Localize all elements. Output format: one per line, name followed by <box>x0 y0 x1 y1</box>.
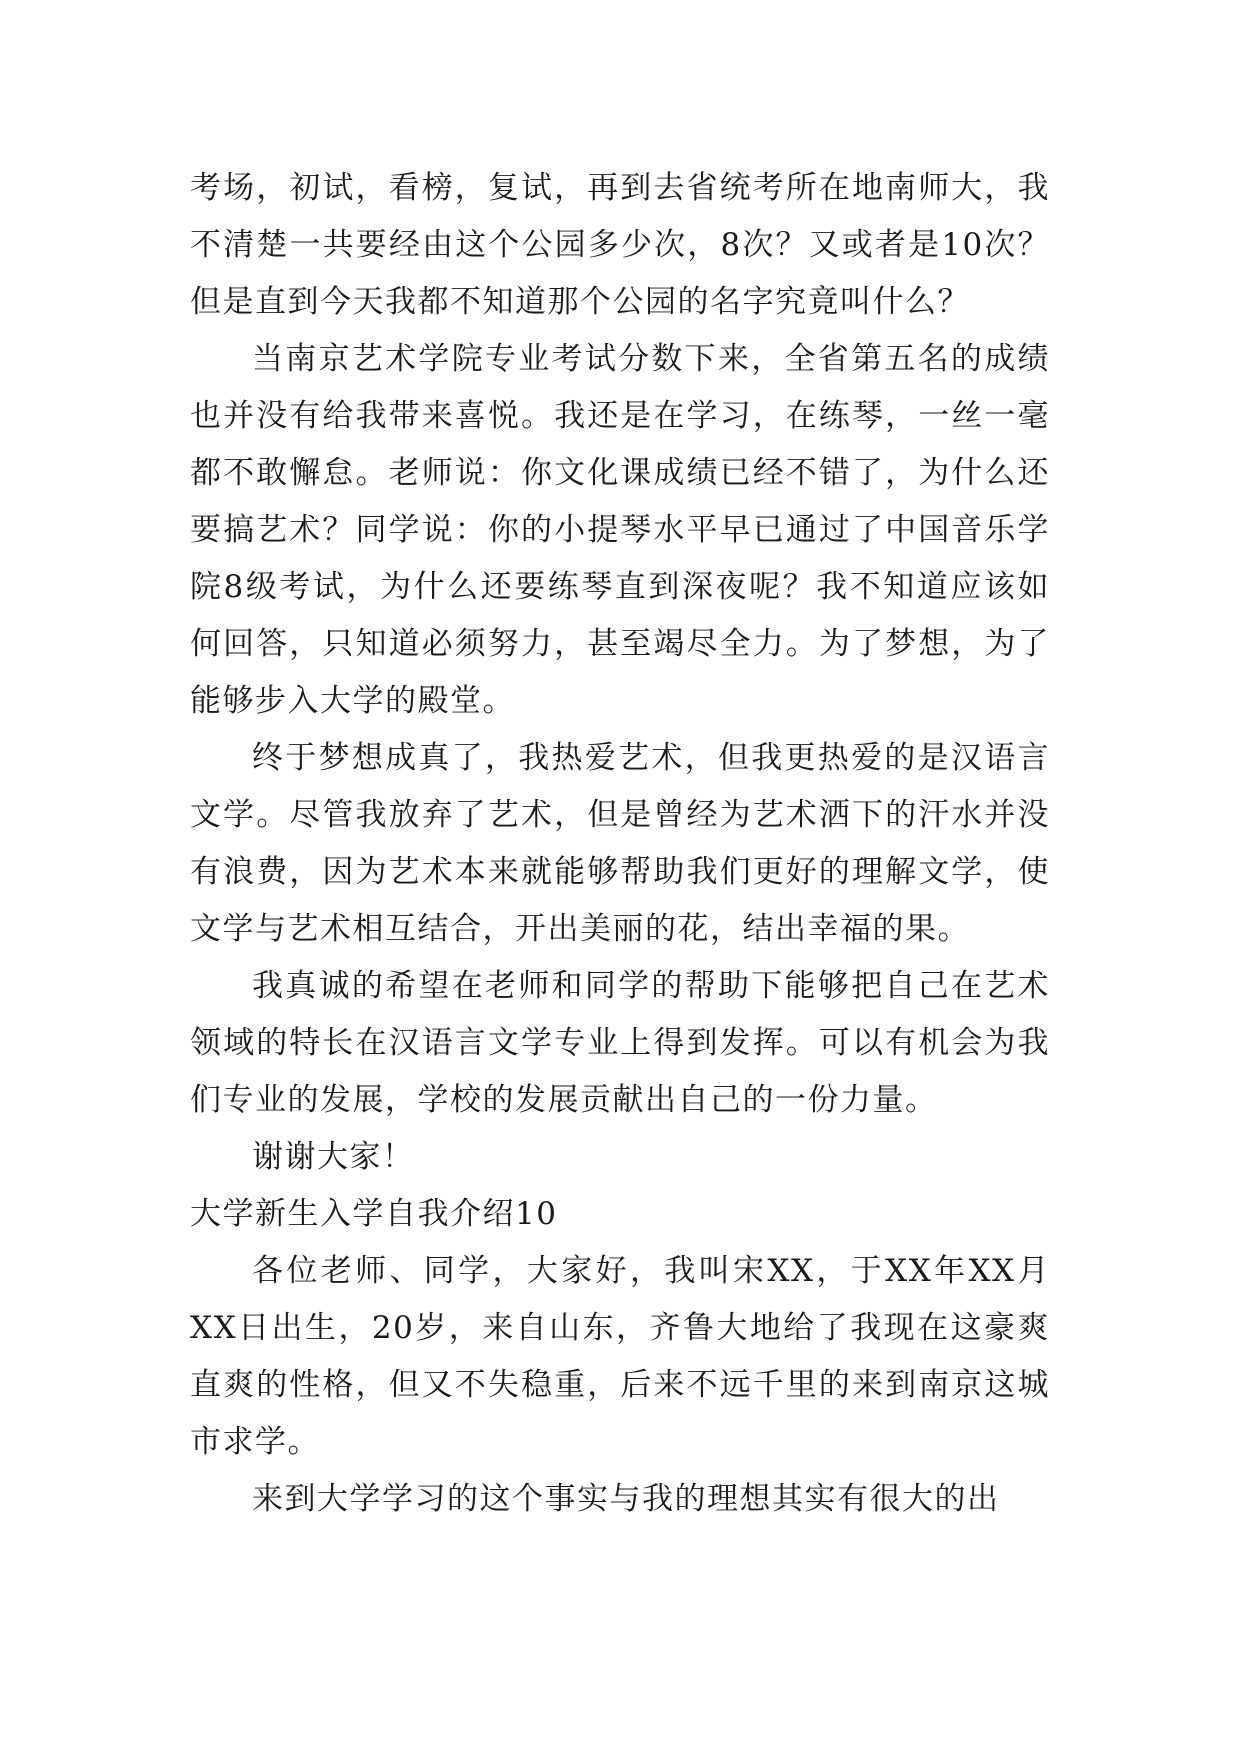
paragraph-self-intro: 各位老师、同学，大家好，我叫宋XX，于XX年XX月XX日出生，20岁，来自山东，齐鲁大地给了我现在这豪爽直爽的性格，但又不失稳重，后来不远千里的来到南京这城市求学。 <box>190 1253 1050 1460</box>
paragraph-university-ideal: 来到大学学习的这个事实与我的理想其实有很大的出 <box>252 1481 1000 1517</box>
section-heading: 大学新生入学自我介绍10 <box>190 1196 558 1232</box>
paragraph-continuation: 考场，初试，看榜，复试，再到去省统考所在地南师大，我不清楚一共要经由这个公园多少次，8次？又或者是10次？但是直到今天我都不知道那个公园的名字究竟叫什么？ <box>190 170 1050 320</box>
document-body <box>190 160 1050 1528</box>
paragraph-hope: 我真诚的希望在老师和同学的帮助下能够把自己在艺术领域的特长在汉语言文学专业上得到发挥。可以有机会为我们专业的发展，学校的发展贡献出自己的一份力量。 <box>190 968 1050 1118</box>
paragraph-dream-come-true: 终于梦想成真了，我热爱艺术，但我更热爱的是汉语言文学。尽管我放弃了艺术，但是曾经为艺术洒下的汗水并没有浪费，因为艺术本来就能够帮助我们更好的理解文学，使文学与艺术相互结合，开出美丽的花，结出幸福的果。 <box>190 740 1050 947</box>
paragraph-exam-result: 当南京艺术学院专业考试分数下来，全省第五名的成绩也并没有给我带来喜悦。我还是在学习，在练琴，一丝一毫都不敢懈怠。老师说：你文化课成绩已经不错了，为什么还要搞艺术？同学说：你的小提琴水平早已通过了中国音乐学院8级考试，为什么还要练琴直到深夜呢？我不知道应该如何回答，只知道必须努力，甚至竭尽全力。为了梦想，为了能够步入大学的殿堂。 <box>190 341 1050 719</box>
paragraph-thanks: 谢谢大家！ <box>252 1139 415 1175</box>
